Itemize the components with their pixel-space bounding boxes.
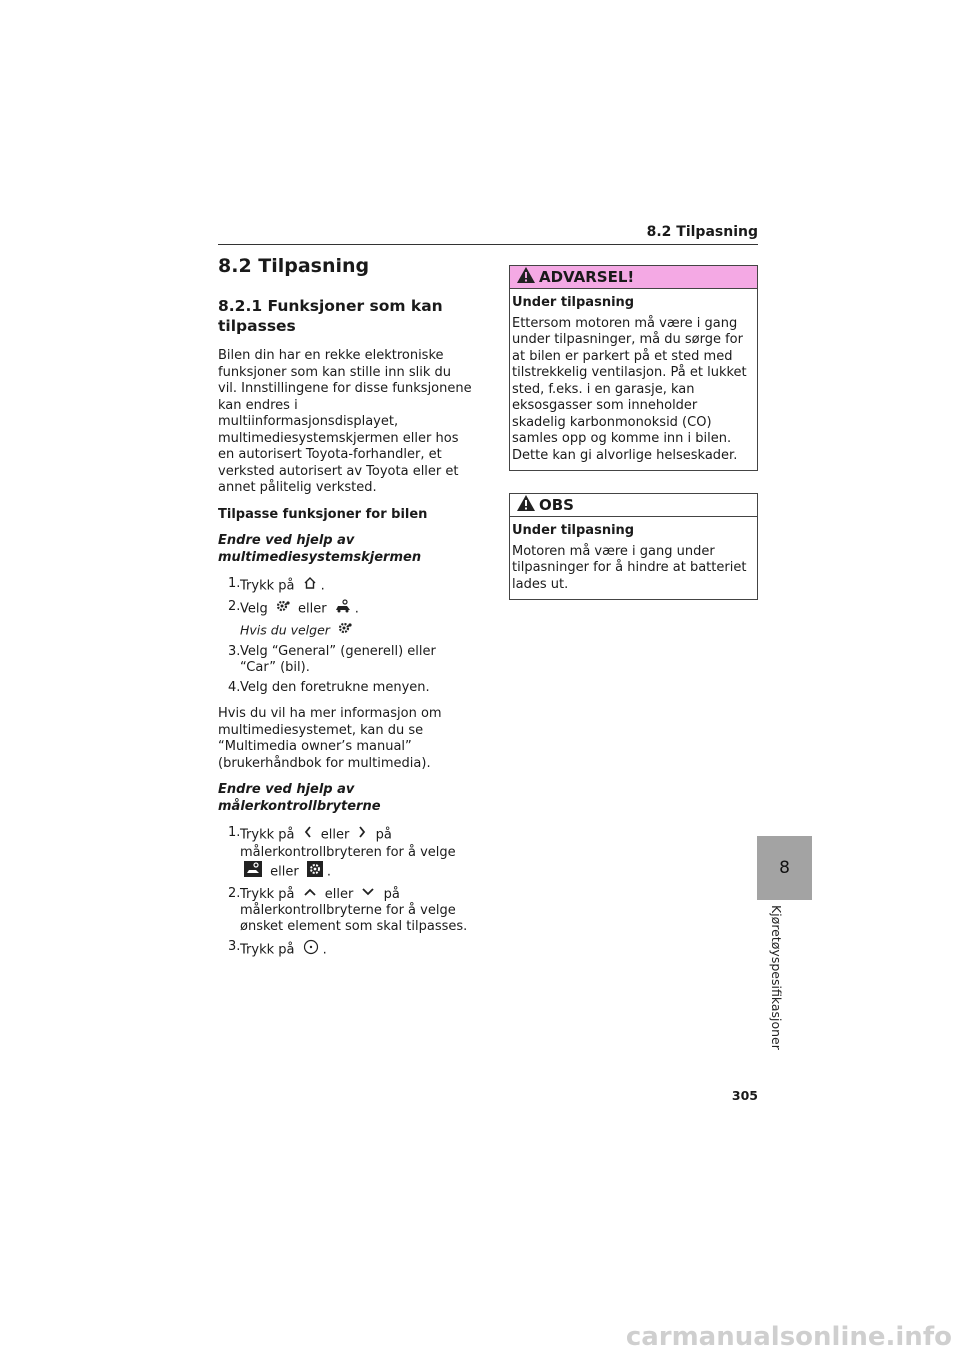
list-item: 2. Velg eller .	[218, 599, 474, 619]
chevron-up-icon	[303, 886, 317, 903]
list-item: 1. Trykk på eller på målerkontrollbryteren for å velge eller .	[218, 825, 474, 883]
ok-button-icon	[303, 939, 319, 961]
warning-header: ADVARSEL!	[510, 266, 757, 289]
intro-paragraph: Bilen din har en rekke elektroniske funksjoner som kan stille inn slik du vil. Innstillingene for disse funksjonene kan endres i multiinformasjonsdisplayet, multimediesystemskjermen eller hos en autorisert Toyota-forhandler, et verksted autorisert av Toyota eller et annet pålitelig verksted.	[218, 348, 472, 495]
notice-box	[509, 493, 758, 600]
chevron-down-icon	[361, 886, 375, 903]
list-item: 3. Velg “General” (generell) eller “Car” (bil).	[228, 643, 436, 675]
chapter-label: Kjøretøyspesifikasjoner	[769, 905, 784, 1050]
settings-icon	[338, 621, 352, 641]
notice-text: Motoren må være i gang under tilpasninger for å hindre at batteriet lades ut.	[512, 543, 747, 592]
right-column	[509, 265, 758, 622]
car-settings-icon	[335, 599, 351, 619]
subsection-title: 8.2.1 Funksjoner som kan tilpasses	[218, 297, 443, 335]
header-rule	[218, 244, 758, 245]
warning-box	[509, 265, 758, 471]
warning-text: Ettersom motoren må være i gang under tilpasninger, må du sørge for at bilen er parkert på et sted med tilstrekkelig ventilasjon. På et lukket sted, f.eks. i en garasje, kan eksosgasser som inneholder skadelig karbonmonoksid (CO) samles opp og komme inn i bilen. Dette kan gi alvorlige helseskader.	[512, 315, 747, 463]
more-info-paragraph: Hvis du vil ha mer informasjon om multimediesystemet, kan du se “Multimedia owner’s manual” (brukerhåndbok for multimedia).	[218, 706, 442, 771]
warning-title: Under tilpasning	[512, 295, 635, 310]
car-settings-icon	[244, 861, 262, 883]
warning-icon	[516, 266, 536, 288]
warning-icon	[516, 494, 536, 516]
settings-icon	[276, 599, 290, 619]
multimedia-steps	[218, 576, 474, 696]
heading-customize: Tilpasse funksjoner for bilen	[218, 506, 428, 522]
chevron-right-icon	[357, 825, 367, 845]
list-item: 3. Trykk på .	[218, 939, 474, 961]
list-item: 2. Trykk på eller på målerkontrollbryterne for å velge ønsket element som skal tilpasses.	[228, 885, 468, 935]
heading-multimedia: Endre ved hjelp av multimediesystemskjermen	[218, 533, 422, 565]
section-title: 8.2 Tilpasning	[218, 255, 370, 277]
meter-steps	[218, 825, 474, 960]
heading-meter: Endre ved hjelp av målerkontrollbryterne	[218, 782, 381, 814]
watermark: carmanualsonline.info	[625, 1322, 952, 1352]
running-header: 8.2 Tilpasning	[646, 224, 758, 240]
chapter-tab: 8	[757, 836, 812, 900]
list-item: 4. Velg den foretrukne menyen.	[228, 679, 430, 695]
notice-header: OBS	[510, 494, 757, 517]
chevron-left-icon	[303, 825, 313, 845]
list-item: Hvis du velger	[218, 621, 474, 641]
home-icon	[303, 576, 317, 596]
list-item: 1. Trykk på .	[218, 576, 474, 596]
page-number: 305	[731, 1088, 758, 1103]
gear-icon	[307, 861, 323, 883]
notice-title: Under tilpasning	[512, 523, 635, 538]
left-column	[218, 254, 474, 970]
